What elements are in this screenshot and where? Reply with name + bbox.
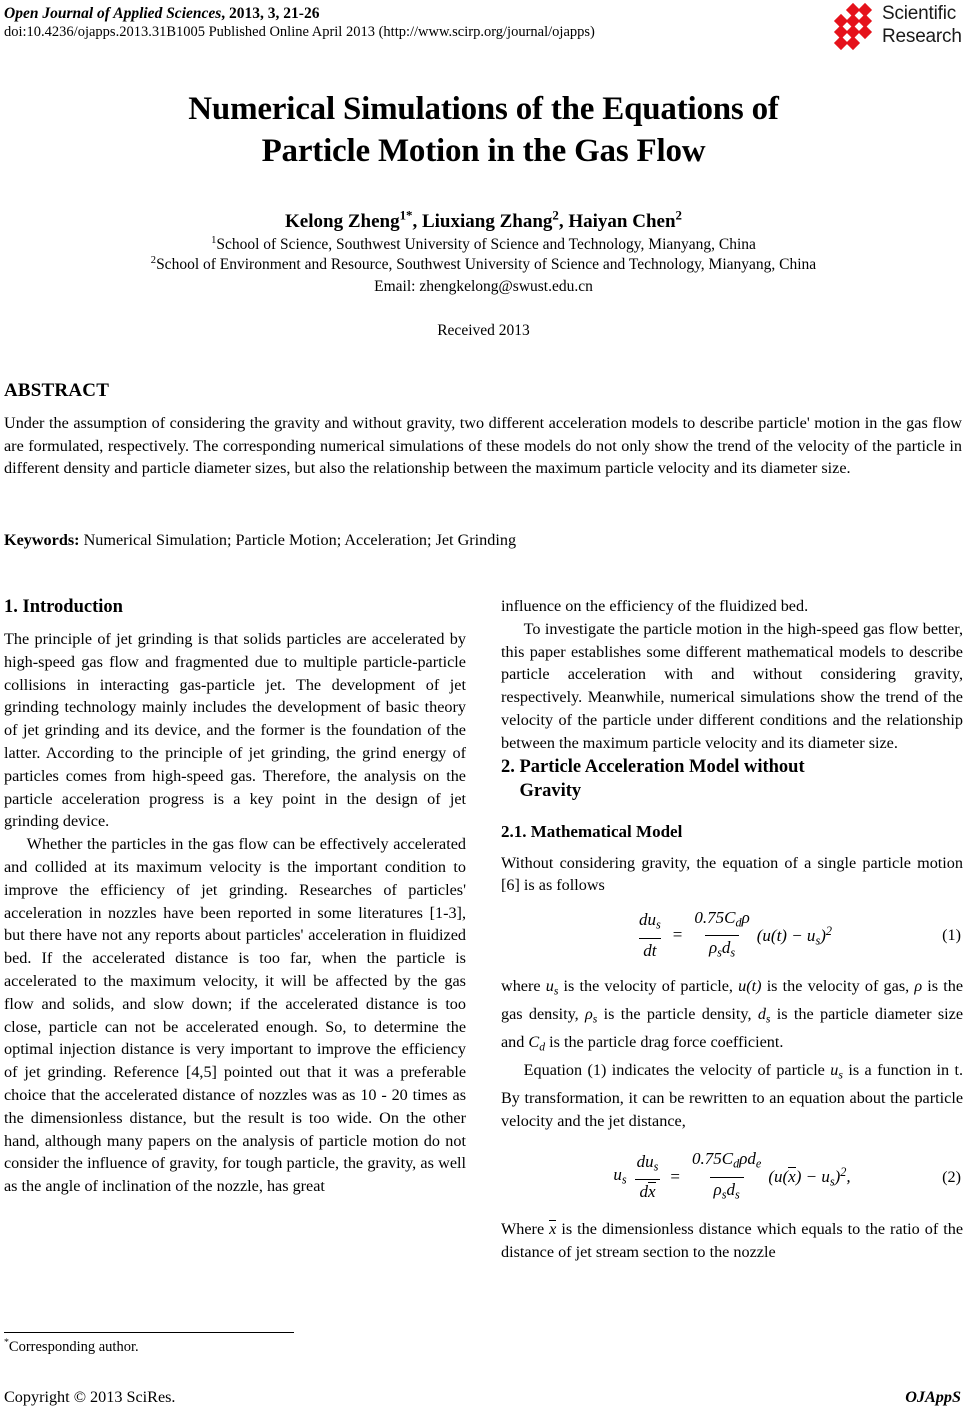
para4-g: is the particle drag force coefficient. [549, 1032, 784, 1051]
journal-citation: , 2013, 3, 21-26 [221, 5, 320, 22]
column-right [501, 595, 963, 1263]
section-2-heading-line2: Gravity [519, 780, 582, 801]
equation-2-body [613, 1148, 850, 1205]
eq2-rhs-denominator: $\rho_sd_s$ [710, 1177, 744, 1206]
logo-text [882, 2, 962, 48]
copyright-notice: Copyright © 2013 SciRes. [4, 1388, 176, 1406]
eq1-equals: = [672, 925, 683, 945]
affiliation-2-marker: 2 [150, 254, 157, 266]
symbol-ut: u(t) [738, 976, 762, 995]
para4-d: is the gas density, [501, 976, 964, 1023]
subsection-2-1-heading: 2.1. Mathematical Model [501, 821, 683, 841]
received-date: Received 2013 [437, 322, 530, 339]
eq1-tail: $(u(t) - u_s)^2$ [756, 923, 832, 948]
right-paragraph-1-continued: influence on the efficiency of the fluidized bed. [501, 597, 809, 615]
right-paragraph-3: Without considering gravity, the equation of a single particle motion [6] is as follows [501, 853, 963, 895]
eq1-rhs-fraction [690, 907, 753, 964]
para5-b: is a function in t. By transformation, it can be rewritten to an equation about the particle velocity and the jet distance, [501, 1060, 963, 1130]
eq2-lhs-denominator: dx [635, 1179, 659, 1204]
doi-line: doi:10.4236/ojapps.2013.31B1005 Published Online April 2013 (http://www.scirp.org/journal/ojapps) [4, 24, 595, 40]
section-1-heading: 1. Introduction [4, 597, 123, 617]
eq2-lhs-numerator: $du_s$ [636, 1151, 659, 1174]
equation-1-number: (1) [942, 926, 961, 945]
para4-f: is the particle diameter size and [501, 1004, 963, 1051]
equation-1-body [632, 907, 832, 964]
footnote [4, 1338, 139, 1357]
para6-a: Where [501, 1219, 545, 1238]
keywords-block [4, 529, 962, 552]
affiliation-1-marker: 1 [211, 234, 217, 246]
affiliation-1-text: School of Science, Southwest University of Science and Technology, Mianyang, China [216, 236, 756, 253]
right-paragraph-6 [501, 1218, 963, 1264]
abstract-text: Under the assumption of considering the gravity and without gravity, two different acceleration models to describe particle' motion in the gas flow are formulated, respectively. The corresponding numerical simulations of these models do not only show the trend of the velocity of the particle in different density and particle diameter sizes, but also the relationship between the maximum particle velocity and its diameter size. [4, 414, 962, 478]
eq2-rhs-numerator: $0.75C_d\rho d_e$ [691, 1149, 762, 1171]
footnote-marker: * [4, 1337, 9, 1349]
section-2-heading-line1: 2. Particle Acceleration Model without [501, 756, 805, 777]
author-block [0, 209, 967, 297]
eq1-lhs-numerator: $du_s$ [639, 910, 661, 932]
right-paragraph-5 [501, 1059, 963, 1133]
author-names: Kelong Zheng$^{1*}$, Liuxiang Zhang$^2$, Haiyan Chen$^2$ [285, 207, 682, 232]
eq2-equals: = [670, 1166, 680, 1186]
symbol-xbar: x [549, 1219, 557, 1238]
logo-text-line2: Research [882, 26, 962, 47]
logo-text-line1: Scientific [882, 3, 957, 24]
abstract-heading: ABSTRACT [4, 380, 110, 401]
para4-e: is the particle density, [603, 1004, 752, 1023]
keywords-label: Keywords: [4, 531, 80, 549]
para4-b: is the velocity of particle, [563, 976, 733, 995]
eq2-tail: $(u(x) - u_s)^2$, [768, 1165, 851, 1189]
footnote-text: Corresponding author. [8, 1339, 139, 1355]
column-left [4, 595, 466, 1198]
journal-name: Open Journal of Applied Sciences [4, 5, 222, 22]
para4-a: where [501, 976, 541, 995]
keywords-value: Numerical Simulation; Particle Motion; Acceleration; Jet Grinding [83, 531, 517, 549]
symbol-rho-s: $\rho_s$ [585, 1004, 598, 1025]
diamond-grid-icon [834, 6, 878, 48]
affiliation-2 [0, 255, 967, 275]
symbol-us-1: $u_s$ [545, 976, 559, 997]
masthead [4, 4, 834, 42]
eq1-rhs-denominator: $\rho_sd_s$ [705, 935, 739, 964]
scientific-research-logo [826, 2, 961, 52]
eq1-lhs-denominator: dt [639, 938, 660, 963]
eq2-rhs-fraction [688, 1148, 765, 1205]
paper-title-line2: Particle Motion in the Gas Flow [261, 133, 706, 169]
paper-title-line1: Numerical Simulations of the Equations of [188, 91, 779, 127]
left-paragraph-2: Whether the particles in the gas flow can be effectively accelerated and collided at its maximum velocity is the important condition to improve the efficiency of jet grinding. Researches of particles' acceleration in nozzles have been reported in some literatures [1-3], but there have not any reports about particles' acceleration in fluidized bed. If the accelerated distance is too far, when the particle is accelerated to the maximum velocity, it will be affected by the gas flow and solids, and slow down; if the accelerated distance is too close, particle can not be accelerated enough. So, to determine the optimal injection distance is very important to improve the efficiency of jet grinding. Reference [4,5] pointed out that it was a preferable choice that the accelerated distance of nozzles was as 10 - 20 times as the dimensionless distance, but the result is too wide. On the other hand, although many papers on the analysis of particle motion do not consider the influence of gravity, for tough particle, the gravity, as well as the angle of inclination of the nozzle, has great [4, 835, 466, 1196]
left-paragraph-1: The principle of jet grinding is that solids particles are accelerated by high-speed gas flow and fragmented due to multiple particle-particle collisions in interacting gas-particle jet. The development of jet grinding technology mainly includes the development of basic theory of jet grinding and its device, and the former is the foundation of the latter. According to the principle of jet grinding, the grind energy of particles comes from high-speed gas. Therefore, the analysis on the particle acceleration progress is a key point in the design of jet grinding device. [4, 630, 466, 831]
masthead-citation-line [4, 4, 834, 23]
equation-1 [501, 907, 963, 964]
symbol-Cd: $C_d$ [528, 1032, 546, 1053]
paper-title [0, 88, 967, 172]
eq1-rhs-numerator: $0.75C_d\rho$ [694, 908, 750, 930]
para6-b: is the dimensionless distance which equals to the ratio of the distance of jet stream section to the nozzle [501, 1219, 964, 1261]
symbol-ds: $d_s$ [757, 1004, 771, 1025]
journal-abbreviation: OJAppS [905, 1388, 961, 1406]
eq2-lead: $u_s$ [613, 1164, 627, 1186]
equation-2 [501, 1148, 963, 1205]
affiliation-2-text: School of Environment and Resource, Southwest University of Science and Technology, Mianyang, China [156, 256, 817, 273]
author-email: Email: zhengkelong@swust.edu.cn [374, 278, 593, 295]
eq2-lhs-fraction [633, 1151, 663, 1204]
para5-a: Equation (1) indicates the velocity of particle [523, 1060, 825, 1079]
para4-c: is the velocity of gas, [766, 976, 910, 995]
section-2-heading [501, 755, 963, 803]
equation-2-number: (2) [942, 1167, 961, 1186]
affiliation-1 [0, 235, 967, 255]
eq1-lhs-fraction [635, 909, 665, 962]
right-paragraph-2: To investigate the particle motion in the high-speed gas flow better, this paper establishes some different mathematical models to describe particle acceleration with and without considering gravity, respectively. Meanwhile, numerical simulations show the trend of the velocity of the particle under different conditions and the relationship between the maximum particle velocity and its diameter size. [501, 619, 963, 752]
symbol-rho: ρ [914, 976, 923, 995]
right-paragraph-4 [501, 975, 963, 1059]
footnote-rule [4, 1332, 294, 1333]
symbol-us-2: $u_s$ [830, 1060, 843, 1082]
